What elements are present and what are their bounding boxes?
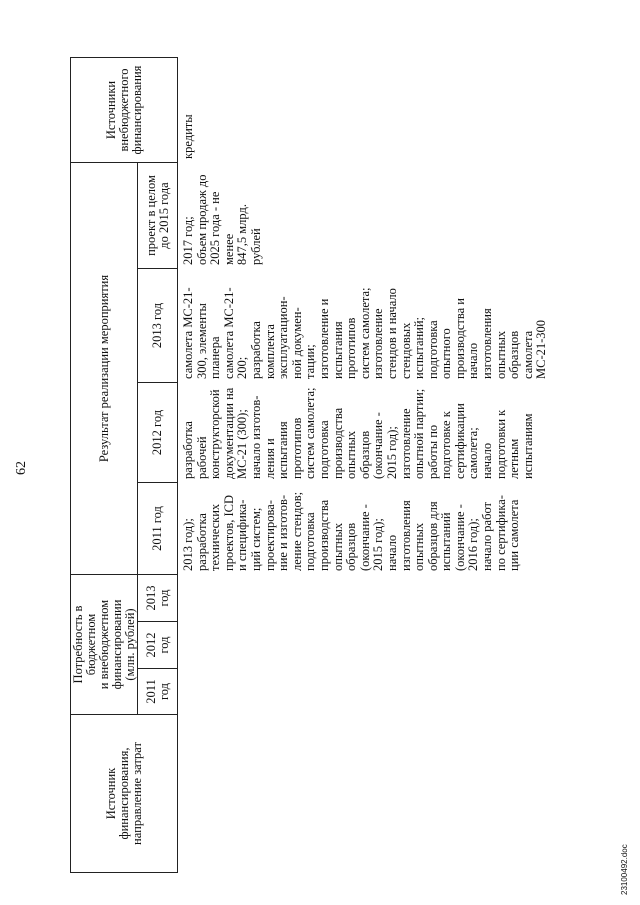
header-year-2012: 2012 год (143, 632, 171, 658)
footer-document-code: 23100492.doc (620, 844, 629, 895)
page-number: 62 (14, 461, 29, 475)
header-extra-sources: Источники внебюджетного финансирования (103, 65, 144, 155)
result-2012-text: разработка рабочей конструкторской документации на МС-21 (300); начало изготов- ления и испытания прототипов систем самолета; подготовка производства опытных образцов (окончание - 2015 год); изготовление опытной партии; работы по подготовке к сертификации самолета; начало подготовки к летным испытаниям (181, 387, 535, 479)
header-source: Источник финансирования, направление затрат (103, 742, 144, 845)
extra-sources-text: кредиты (181, 114, 195, 159)
header-result-total: проект в целом до 2015 года (143, 175, 171, 256)
header-year-2011: 2011 год (143, 679, 171, 704)
result-total-text: 2017 год; объем продаж до 2025 года - не менее 847,5 млрд. рублей (181, 174, 263, 265)
header-result-2012: 2012 год (150, 409, 164, 456)
header-result-2011: 2011 год (150, 506, 164, 551)
table-border-left (70, 872, 178, 873)
result-2011-text: 2013 год); разработка технических проектов, ICD и специфика- ций систем; проектирова- ние и изготов- ление стендов; подготовка производства опытных образцов (окончание - 2015 год); начало изготовления опытных образцов для испытаний (окончание - 2016 год); начало работ по сертифика- ции самолета (181, 491, 522, 571)
header-results: Результат реализации мероприятия (96, 274, 111, 463)
table-header-bottom-line (177, 58, 178, 873)
header-need: Потребность в бюджетном и внебюджетном финансировании (млн. рублей) (70, 599, 137, 690)
result-2013-text: самолета МС-21- 300, элементы планера самолета МС-21- 200; разработка комплекта эксплуатацион- ной докумен- тации; изготовление и испытания прототипов систем самолета; изготовление стендов и начало стендовых испытаний; подготовка опытного производства и начало изготовления опытных образцов самолета МС-21-300 (181, 287, 549, 379)
header-year-2013: 2013 год (143, 585, 171, 611)
header-result-2013: 2013 год (150, 302, 164, 349)
